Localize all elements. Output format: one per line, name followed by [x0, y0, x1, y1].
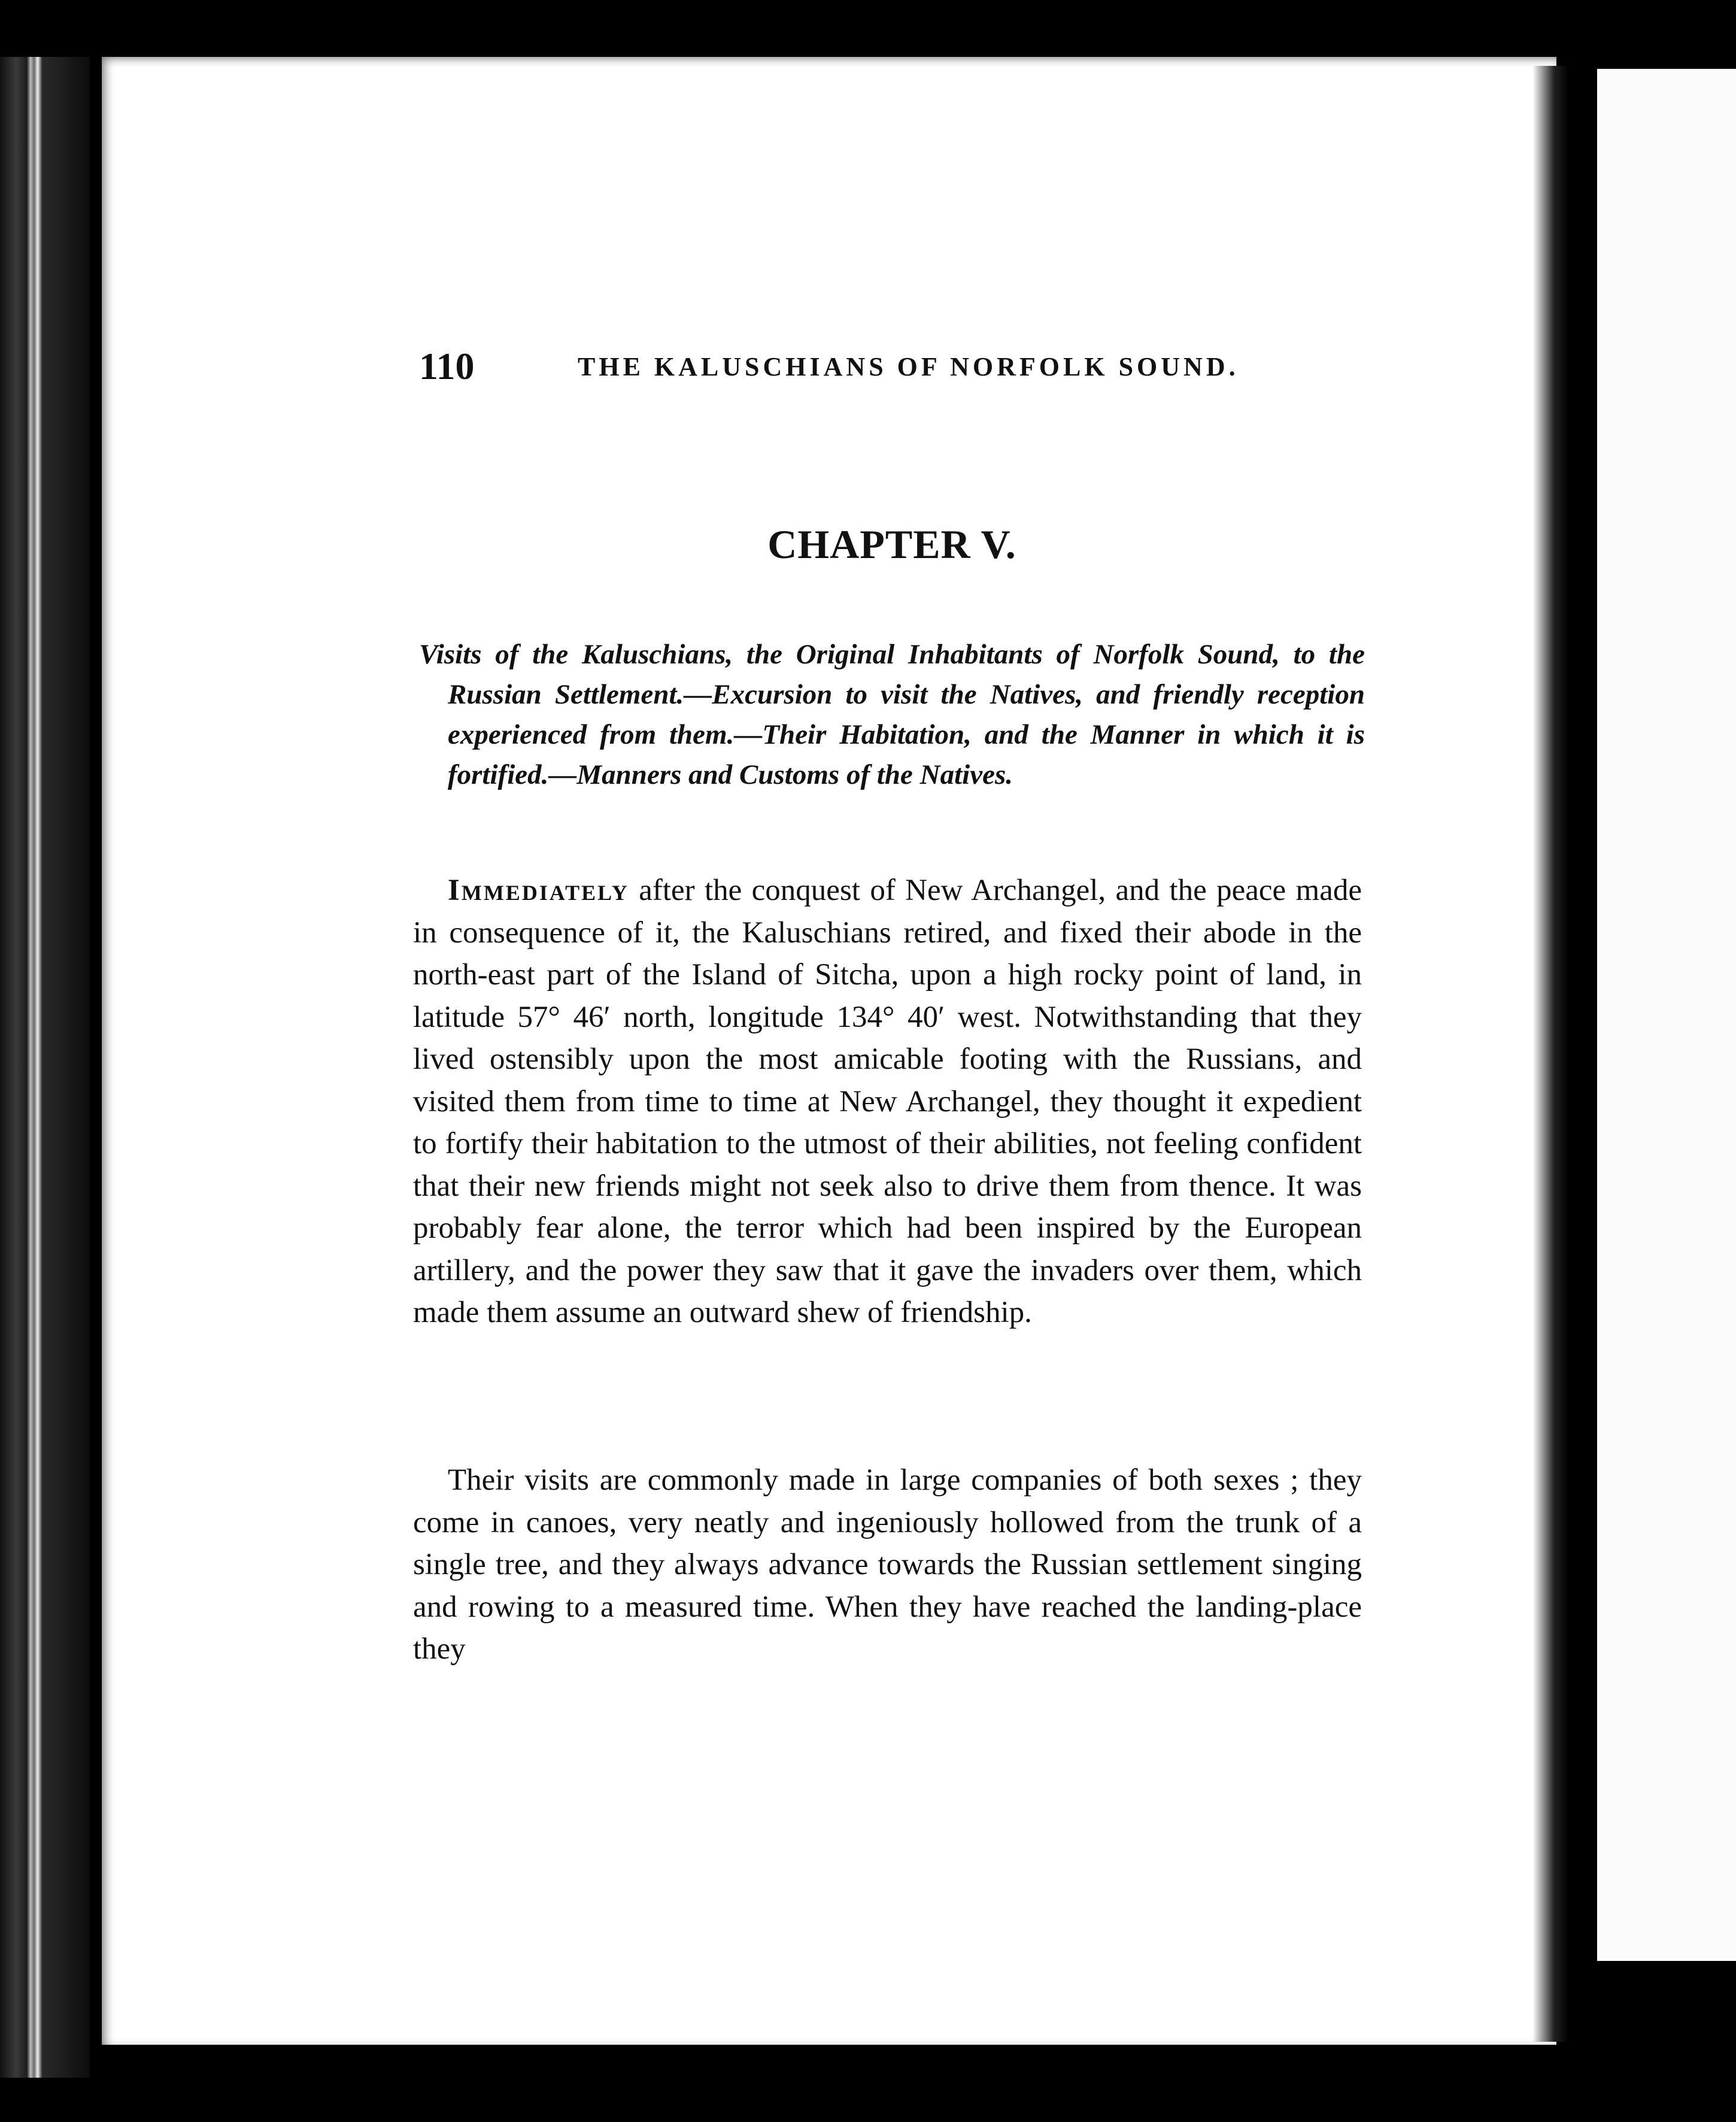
body-paragraph-1 — [413, 869, 1362, 1334]
page-gutter-shadow — [1532, 66, 1568, 2042]
body-paragraph-2: Their visits are commonly made in large companies of both sexes ; they come in canoes, very neatly and ingeniously hollowed from the trunk of a single tree, and they always advance towards the Russian settlement singing and rowing to a measured time. When they have reached the landing-place they — [413, 1463, 1362, 1666]
book-binding-edge — [0, 57, 90, 2105]
chapter-title: CHAPTER V. — [767, 522, 1016, 567]
running-head — [419, 344, 1365, 386]
running-head-title: THE KALUSCHIANS OF NORFOLK SOUND. — [578, 352, 1239, 381]
paragraph-1-text: after the conquest of New Archangel, and the peace made in consequence of it, the Kaluschians retired, and fixed their abode in the north-east part of the Island of Sitcha, upon a high rocky point of land, in latitude 57° 46′ north, longitude 134° 40′ west. Notwithstanding that they lived ostensibly upon the most amicable footing with the Russians, and visited them from time to time at New Archangel, they thought it expedient to fortify their habitation to the utmost of their abilities, not feeling confident that their new friends might not seek also to drive them from thence. It was probably fear alone, the terror which had been inspired by the European artillery, and the power they saw that it gave the invaders over them, which made them assume an outward shew of friendship. — [413, 874, 1362, 1329]
paragraph-lead-word: Immediately — [448, 874, 629, 907]
page-number: 110 — [419, 345, 475, 387]
scan-border — [0, 2078, 1736, 2122]
chapter-synopsis: Visits of the Kaluschians, the Original Inhabitants of Norfolk Sound, to the Russian Settlement.—Excursion to visit the Natives, and friendly reception experienced from them.—Their Habitation, and the Manner in which it is fortified.—Manners and Customs of the Natives. — [419, 639, 1365, 790]
adjacent-page-edge — [1597, 69, 1736, 1961]
